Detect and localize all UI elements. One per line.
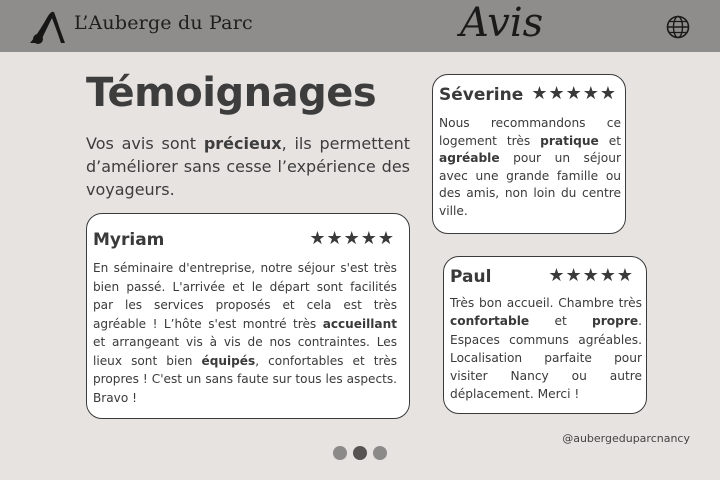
pagination-dot-1[interactable] <box>333 446 347 460</box>
stylized-a-logo <box>28 10 72 44</box>
star-rating: ★★★★★ <box>548 265 634 286</box>
review-card-myriam <box>86 213 410 419</box>
pagination-dots <box>333 446 389 460</box>
globe-icon[interactable] <box>666 15 690 39</box>
reviewer-name: Myriam <box>93 230 165 250</box>
social-handle[interactable]: @aubergeduparcnancy <box>562 432 690 445</box>
reviewer-name: Séverine <box>439 85 524 105</box>
review-text: Nous recommandons ce logement très pratique et agréable pour un séjour avec une grande famille ou des amis, non loin du centre ville. <box>439 116 621 218</box>
page-title: Témoignages <box>86 70 377 116</box>
review-card-severine <box>432 74 626 234</box>
reviewer-name: Paul <box>450 267 492 287</box>
review-text: En séminaire d'entreprise, notre séjour s'est très bien passé. L'arrivée et le départ sont facilités par les services proposés et cela est très agréable ! L’hôte s'est montré très accueillant et arrangeant vis à vis de nos contraintes. Les lieux sont bien équipés, confortables et très propres ! C'est un sans faute sur tous les aspects. Bravo ! <box>93 261 397 405</box>
intro-text: Vos avis sont précieux, ils permettent d’améliorer sans cesse l’expérience des voyageurs. <box>86 134 411 199</box>
star-rating: ★★★★★ <box>531 83 617 104</box>
star-rating: ★★★★★ <box>309 228 395 249</box>
top-bar <box>0 0 720 52</box>
review-text: Très bon accueil. Chambre très confortable et propre. Espaces communs agréables. Localisation parfaite pour visiter Nancy ou autre déplacement. Merci ! <box>450 296 642 402</box>
review-card-paul <box>443 256 647 414</box>
brand-name[interactable]: L’Auberge du Parc <box>74 12 253 34</box>
page-script-title: Avis <box>460 0 544 46</box>
pagination-dot-2-active[interactable] <box>353 446 367 460</box>
pagination-dot-3[interactable] <box>373 446 387 460</box>
